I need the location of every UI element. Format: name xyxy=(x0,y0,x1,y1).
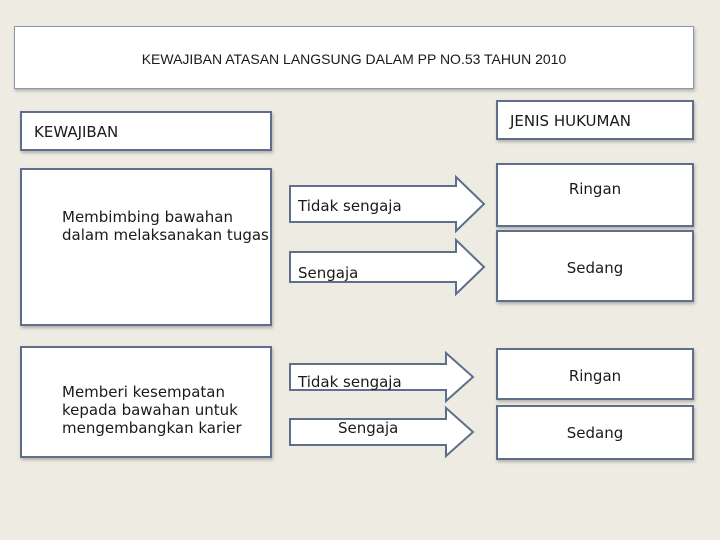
obligation-header: KEWAJIBAN xyxy=(34,123,119,141)
penalty-header: JENIS HUKUMAN xyxy=(510,112,631,130)
obligation-text-2: Memberi kesempatan kepada bawahan untuk mengembangkan karier xyxy=(62,383,242,437)
penalty-label-3: Ringan xyxy=(568,367,622,385)
obligation-text-1: Membimbing bawahan dalam melaksanakan tugas xyxy=(62,208,269,244)
penalty-label-2: Sedang xyxy=(566,259,624,277)
penalty-label-1: Ringan xyxy=(568,180,622,198)
penalty-label-4: Sedang xyxy=(566,424,624,442)
diagram-title: KEWAJIBAN ATASAN LANGSUNG DALAM PP NO.53 TAHUN 2010 xyxy=(141,51,567,67)
intent-label-1: Tidak sengaja xyxy=(298,197,402,215)
intent-label-2: Sengaja xyxy=(298,264,359,282)
intent-label-4: Sengaja xyxy=(338,419,399,437)
intent-label-3: Tidak sengaja xyxy=(298,373,402,391)
